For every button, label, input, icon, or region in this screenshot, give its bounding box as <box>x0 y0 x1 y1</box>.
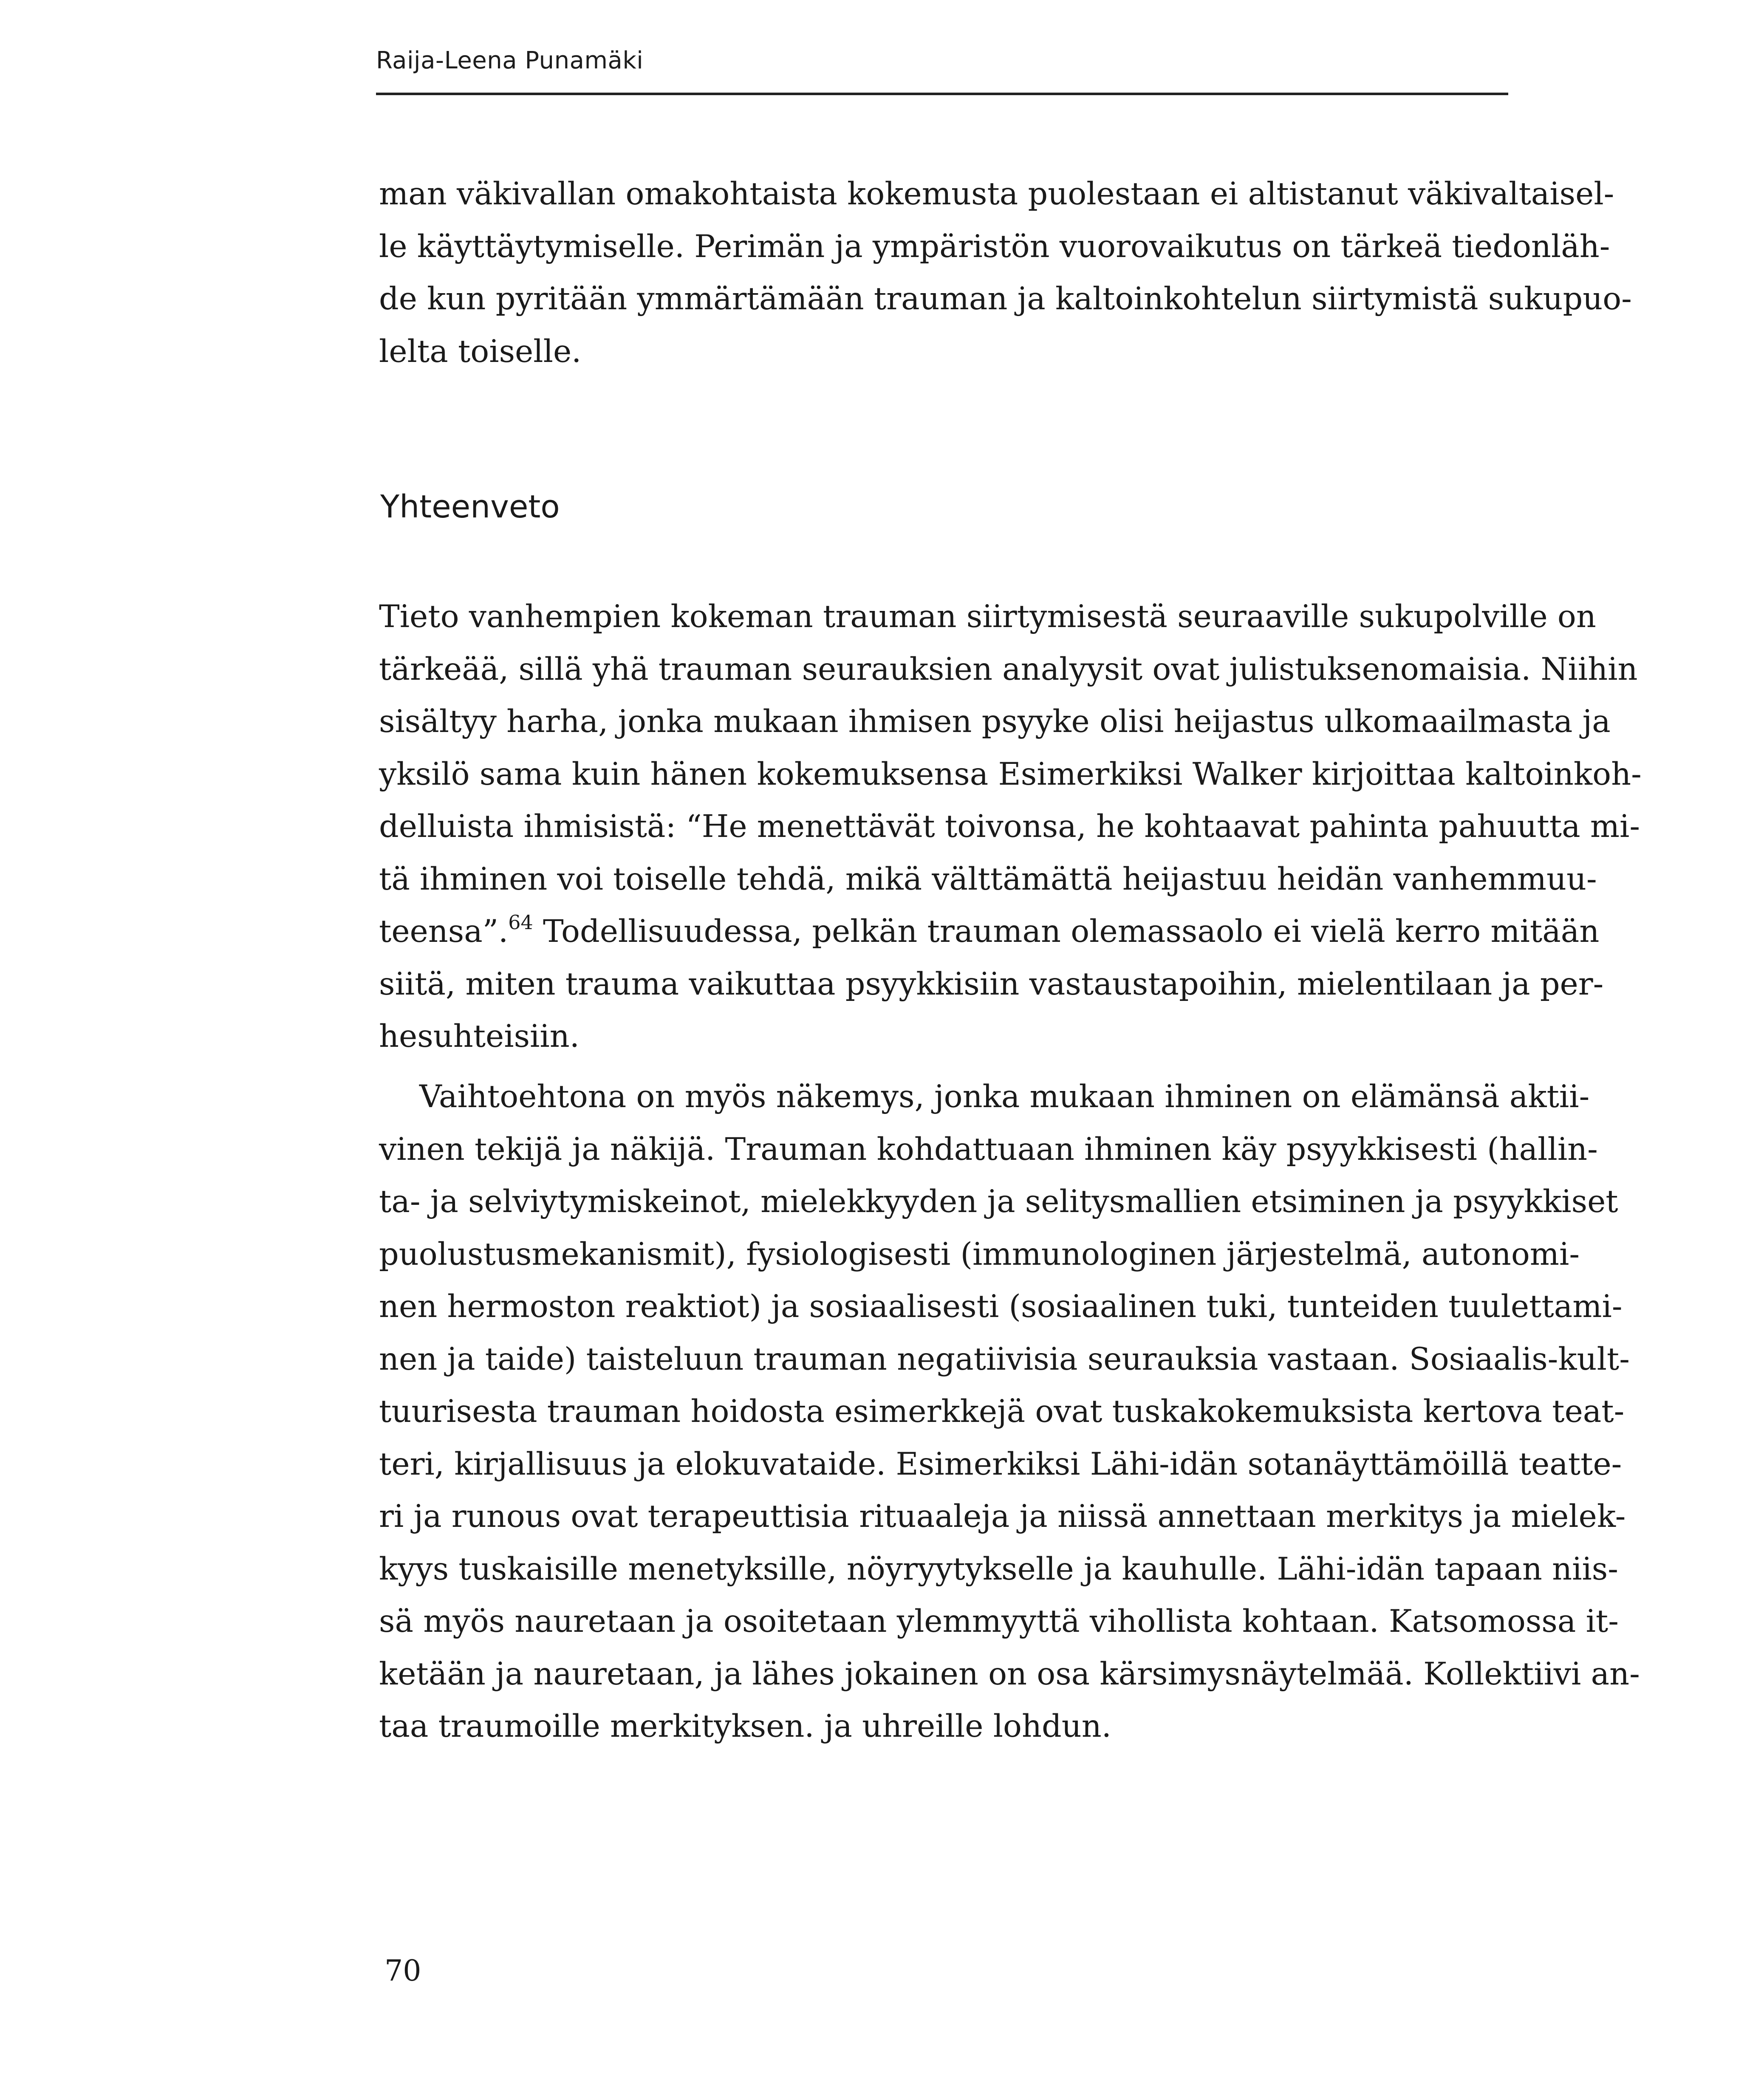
paragraph-continued <box>379 168 1632 378</box>
text-line: puolustusmekanismit), fysiologisesti (immunologinen järjestelmä, autonomi- <box>379 1236 1580 1272</box>
section-heading: Yhteenveto <box>380 489 560 525</box>
text-line: ketään ja nauretaan, ja lähes jokainen on osa kärsimysnäytelmää. Kollektiivi an- <box>379 1656 1640 1692</box>
text-line-with-footnote <box>379 905 1600 958</box>
text-line: sisältyy harha, jonka mukaan ihmisen psyyke olisi heijastus ulkomaailmasta ja <box>379 704 1611 740</box>
text-line: ri ja runous ovat terapeuttisia rituaaleja ja niissä annettaan merkitys ja mielek- <box>379 1498 1626 1535</box>
text-line: tä ihminen voi toiselle tehdä, mikä välttämättä heijastuu heidän vanhemmuu- <box>379 861 1597 897</box>
text-line: Tieto vanhempien kokeman trauman siirtymisestä seuraaville sukupolville on <box>379 599 1596 635</box>
text-line: kyys tuskaisille menetyksille, nöyryytykselle ja kauhulle. Lähi-idän tapaan niis- <box>379 1551 1618 1587</box>
text-line: sä myös nauretaan ja osoitetaan ylemmyyttä vihollista kohtaan. Katsomossa it- <box>379 1603 1619 1639</box>
text-line: taa traumoille merkityksen. ja uhreille lohdun. <box>379 1708 1111 1744</box>
page-number: 70 <box>384 1954 421 1988</box>
footnote-reference: 64 <box>508 911 533 934</box>
paragraph-summary-first <box>379 591 1642 1063</box>
text-line: man väkivallan omakohtaista kokemusta puolestaan ei altistanut väkivaltaisel- <box>379 176 1614 212</box>
text-line: siitä, miten trauma vaikuttaa psyykkisiin vastaustapoihin, mielentilaan ja per- <box>379 966 1604 1002</box>
text-line: teri, kirjallisuus ja elokuvataide. Esimerkiksi Lähi-idän sotanäyttämöillä teatte- <box>379 1446 1622 1482</box>
header-rule <box>376 93 1508 95</box>
text-line: yksilö sama kuin hänen kokemuksensa Esimerkiksi Walker kirjoittaa kaltoinkoh- <box>379 756 1642 792</box>
text-line: ta- ja selviytymiskeinot, mielekkyyden ja selitysmallien etsiminen ja psyykkiset <box>379 1184 1618 1220</box>
text-line: nen ja taide) taisteluun trauman negatiivisia seurauksia vastaan. Sosiaalis-kult- <box>379 1341 1630 1377</box>
text-line: vinen tekijä ja näkijä. Trauman kohdattuaan ihminen käy psyykkisesti (hallin- <box>379 1131 1598 1167</box>
text-line: le käyttäytymiselle. Perimän ja ympäristön vuorovaikutus on tärkeä tiedonläh- <box>379 228 1610 265</box>
text-line: nen hermoston reaktiot) ja sosiaalisesti (sosiaalinen tuki, tunteiden tuulettami- <box>379 1289 1623 1325</box>
text-line: tärkeää, sillä yhä trauman seurauksien analyysit ovat julistuksenomaisia. Niihin <box>379 651 1638 687</box>
text-line: Vaihtoehtona on myös näkemys, jonka mukaan ihminen on elämänsä aktii- <box>419 1079 1590 1115</box>
text-line: hesuhteisiin. <box>379 1018 580 1054</box>
text-line: lelta toiselle. <box>379 333 582 370</box>
paragraph-summary-second <box>379 1071 1640 1753</box>
text-fragment: Todellisuudessa, pelkän trauman olemassaolo ei vielä kerro mitään <box>533 913 1600 950</box>
text-line: delluista ihmisistä: “He menettävät toivonsa, he kohtaavat pahinta pahuutta mi- <box>379 808 1640 845</box>
text-fragment: teensa”. <box>379 913 509 950</box>
text-line: de kun pyritään ymmärtämään trauman ja kaltoinkohtelun siirtymistä sukupuo- <box>379 281 1632 317</box>
running-head-author: Raija-Leena Punamäki <box>376 47 644 74</box>
text-line: tuurisesta trauman hoidosta esimerkkejä ovat tuskakokemuksista kertova teat- <box>379 1393 1625 1430</box>
